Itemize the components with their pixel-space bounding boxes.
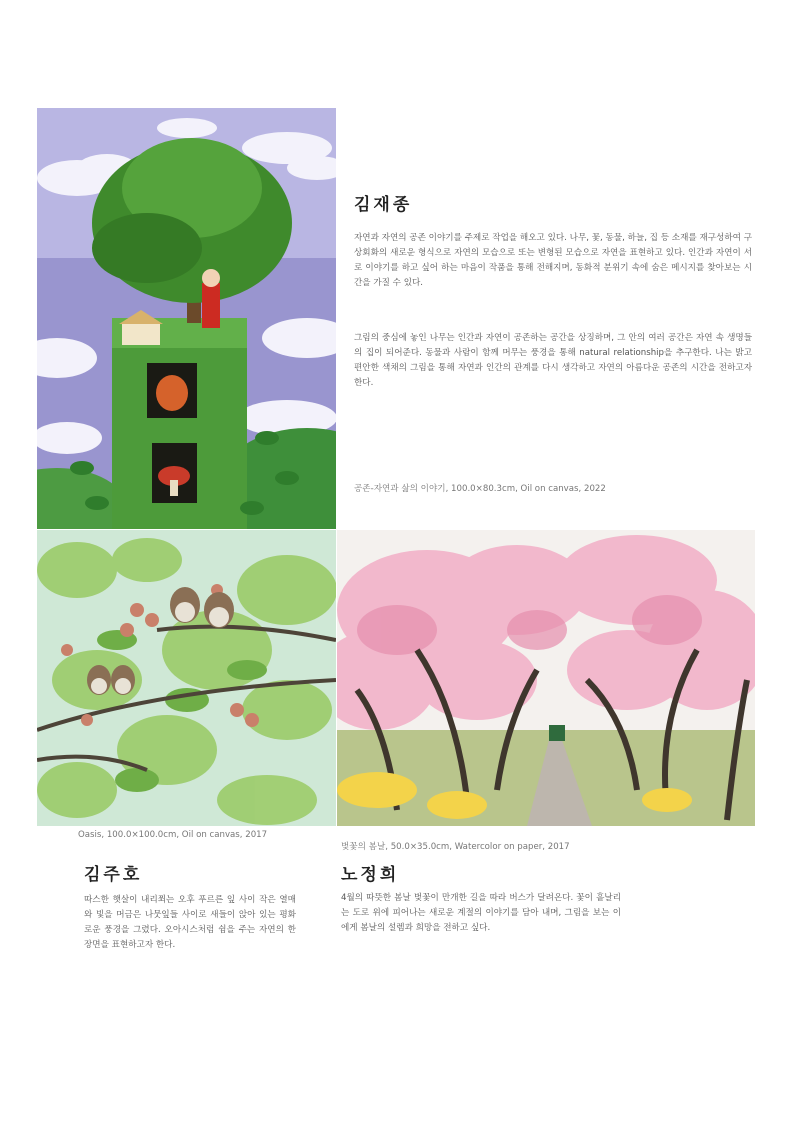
artist-statement: 따스한 햇살이 내리쬐는 오후 푸르른 잎 사이 작은 열매와 빛을 머금은 나뭇잎들 사이로 새들이 앉아 있는 평화로운 풍경을 그렸다. 오아시스처럼 쉼을 주는 자연의 한 장면을 표현하고자 한다. (84, 895, 296, 950)
tree-house-painting (37, 108, 336, 529)
artwork-caption: 공존-자연과 삶의 이야기, 100.0×80.3cm, Oil on canvas, 2022 (354, 484, 606, 494)
cherry-blossom-painting (337, 530, 755, 826)
artwork-caption: Oasis, 100.0×100.0cm, Oil on canvas, 2017 (78, 830, 268, 840)
artist-name: 김재종 (354, 195, 413, 215)
artist-name: 노정희 (341, 865, 400, 885)
sparrows-painting (37, 530, 336, 826)
artwork-caption: 벚꽃의 봄날, 50.0×35.0cm, Watercolor on paper, 2017 (341, 842, 570, 852)
artist-statement: 4월의 따뜻한 봄날 벚꽃이 만개한 길을 따라 버스가 달려온다. 꽃이 흩날리는 도로 위에 피어나는 새로운 계절의 이야기를 담아 내며, 그림을 보는 이에게 봄날의 설렘과 희망을 전하고 싶다. (341, 893, 621, 933)
artist-statement: 그림의 중심에 놓인 나무는 인간과 자연이 공존하는 공간을 상징하며, 그 안의 여러 공간은 자연 속 생명들의 집이 되어준다. 동물과 사람이 함께 머무는 풍경을 통해 natural relationship을 추구한다. 나는 밝고 편안한 색채의 그림을 통해 자연과 인간의 관계를 다시 생각하고 자연의 아름다운 공존의 시간을 전하고자 한다. (354, 333, 752, 388)
artist-name: 김주호 (84, 865, 143, 885)
artist-statement: 자연과 자연의 공존 이야기를 주제로 작업을 해오고 있다. 나무, 꽃, 동물, 하늘, 집 등 소재를 재구성하여 구상회화의 새로운 형식으로 자연의 모습으로 또는 변형된 모습으로 자연을 표현하고 있다. 인간과 자연이 서로 이야기를 하고 싶어 하는 마음이 작품을 통해 전해지며, 동화적 분위기 속에 숨은 메시지를 찾아보는 시간을 가질 수 있다. (354, 233, 752, 288)
